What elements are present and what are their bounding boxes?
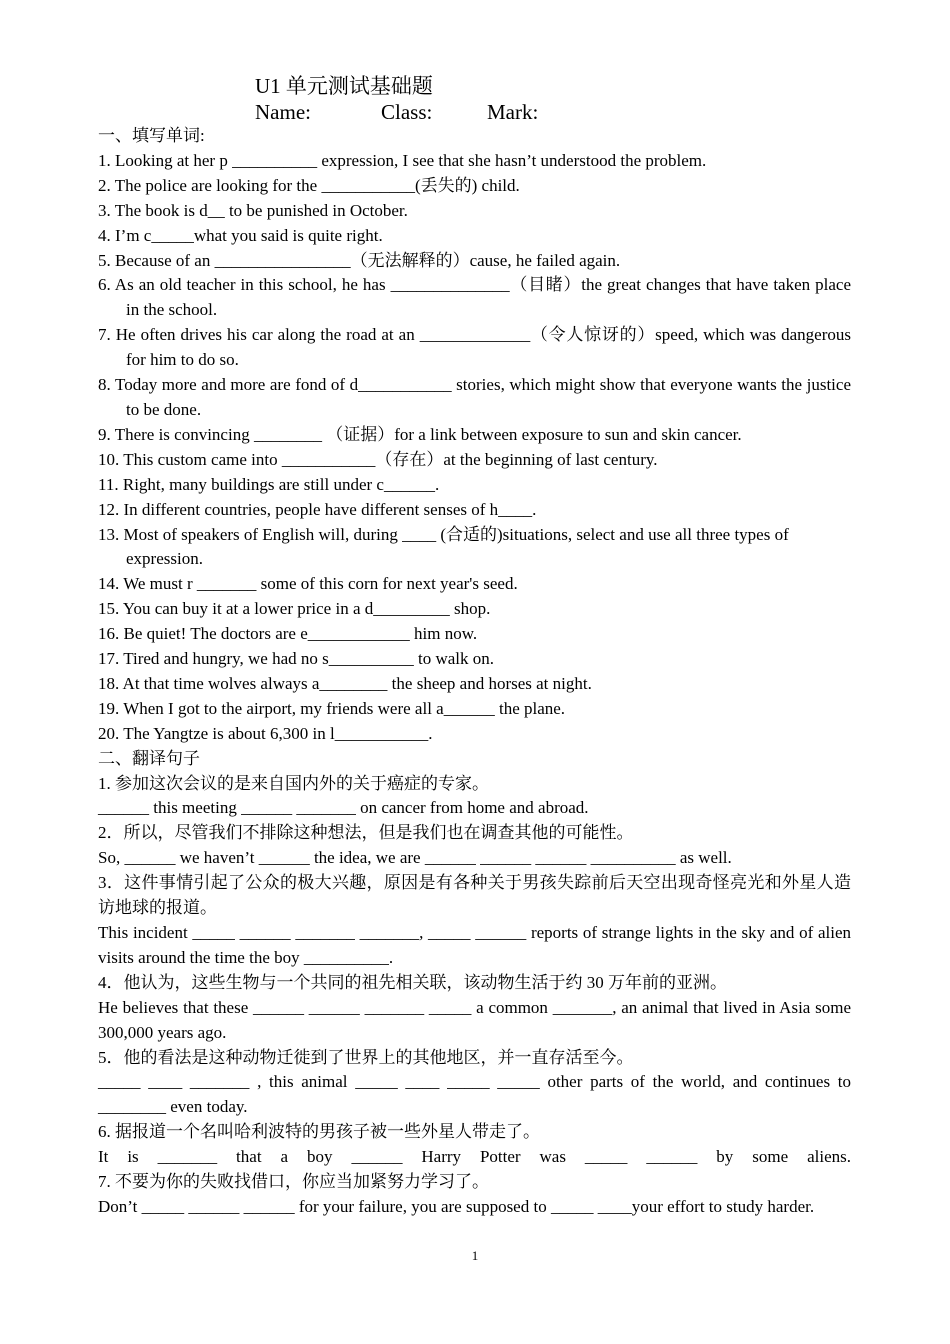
translation-prompt: 5．他的看法是这种动物迁徙到了世界上的其他地区，并一直存活至今。 <box>98 1047 634 1067</box>
translation-answer: This incident _____ ______ _______ _______, _____ ______ reports of strange lights in the sky and of alien visits around the time the boy __________. <box>98 923 851 967</box>
translation-answer: He believes that these ______ ______ _______ _____ a common _______, an animal that lived in Asia some 300,000 years ago. <box>98 997 851 1042</box>
question-item: 10. This custom came into ___________（存在）at the beginning of last century. <box>98 449 658 469</box>
question-item: 13. Most of speakers of English will, during ____ (合适的)situations, select and use all three types of expression. <box>98 524 789 569</box>
name-label: Name: <box>255 100 311 124</box>
class-label: Class: <box>381 100 433 124</box>
translation-prompt: 3．这件事情引起了公众的极大兴趣，原因是有各种关于男孩失踪前后天空出现奇怪亮光和外星人造访地球的报道。 <box>98 873 851 918</box>
translation-prompt: 4．他认为，这些生物与一个共同的祖先相关联，该动物生活于约 30 万年前的亚洲。 <box>98 972 727 992</box>
translation-prompt: 6. 据报道一个名叫哈利波特的男孩子被一些外星人带走了。 <box>98 1122 540 1142</box>
question-item: 6. As an old teacher in this school, he has ______________（目睹）the great changes that have taken place in the school. <box>98 275 851 320</box>
translation-prompt: 2．所以，尽管我们不排除这种想法，但是我们也在调查其他的可能性。 <box>98 823 634 843</box>
question-item: 2. The police are looking for the ___________(丢失的) child. <box>98 175 520 195</box>
translation-prompt: 7. 不要为你的失败找借口，你应当加紧努力学习了。 <box>98 1172 489 1192</box>
question-item: 9. There is convincing ________ （证据）for a link between exposure to sun and skin cancer. <box>98 424 742 444</box>
question-item: 15. You can buy it at a lower price in a d_________ shop. <box>98 599 491 619</box>
translation-answer: ______ this meeting ______ _______ on cancer from home and abroad. <box>98 798 589 818</box>
question-item: 12. In different countries, people have different senses of h____. <box>98 499 537 519</box>
mark-label: Mark: <box>487 100 539 124</box>
question-item: 4. I’m c_____what you said is quite right. <box>98 225 383 245</box>
worksheet-body <box>98 124 851 1220</box>
question-item: 11. Right, many buildings are still under c______. <box>98 474 440 494</box>
question-item: 17. Tired and hungry, we had no s__________ to walk on. <box>98 649 495 669</box>
translation-answer: So, ______ we haven’t ______ the idea, we are ______ ______ ______ __________ as well. <box>98 848 732 868</box>
translation-answer: Don’t _____ ______ ______ for your failure, you are supposed to _____ ____your effort to study harder. <box>98 1196 815 1216</box>
page-number: 1 <box>471 1248 479 1263</box>
question-item: 3. The book is d__ to be punished in October. <box>98 200 408 220</box>
translation-prompt: 1. 参加这次会议的是来自国内外的关于癌症的专家。 <box>98 773 489 793</box>
question-item: 16. Be quiet! The doctors are e____________ him now. <box>98 624 478 644</box>
section-heading: 一、填写单词: <box>98 126 205 145</box>
translation-answer: _____ ____ _______ , this animal _____ ____ _____ _____ other parts of the world, and continues to ________ even today. <box>98 1072 851 1117</box>
question-item: 14. We must r _______ some of this corn for next year's seed. <box>98 574 518 594</box>
page-title: U1 单元测试基础题 <box>255 74 433 98</box>
question-item: 8. Today more and more are fond of d___________ stories, which might show that everyone wants the justice to be done. <box>98 375 851 419</box>
question-item: 20. The Yangtze is about 6,300 in l___________. <box>98 723 433 743</box>
translation-answer: It is _______ that a boy ______ Harry Potter was _____ ______ by some aliens. <box>98 1147 851 1167</box>
question-item: 5. Because of an ________________（无法解释的）cause, he failed again. <box>98 250 621 270</box>
question-item: 18. At that time wolves always a________ the sheep and horses at night. <box>98 673 592 693</box>
question-item: 1. Looking at her p __________ expression, I see that she hasn’t understood the problem. <box>98 150 707 170</box>
question-item: 19. When I got to the airport, my friends were all a______ the plane. <box>98 698 566 718</box>
section-heading: 二、翻译句子 <box>98 748 200 768</box>
student-info-line <box>255 100 538 124</box>
question-item: 7. He often drives his car along the road at an _____________（令人惊讶的）speed, which was dangerous for him to do so. <box>98 325 851 370</box>
